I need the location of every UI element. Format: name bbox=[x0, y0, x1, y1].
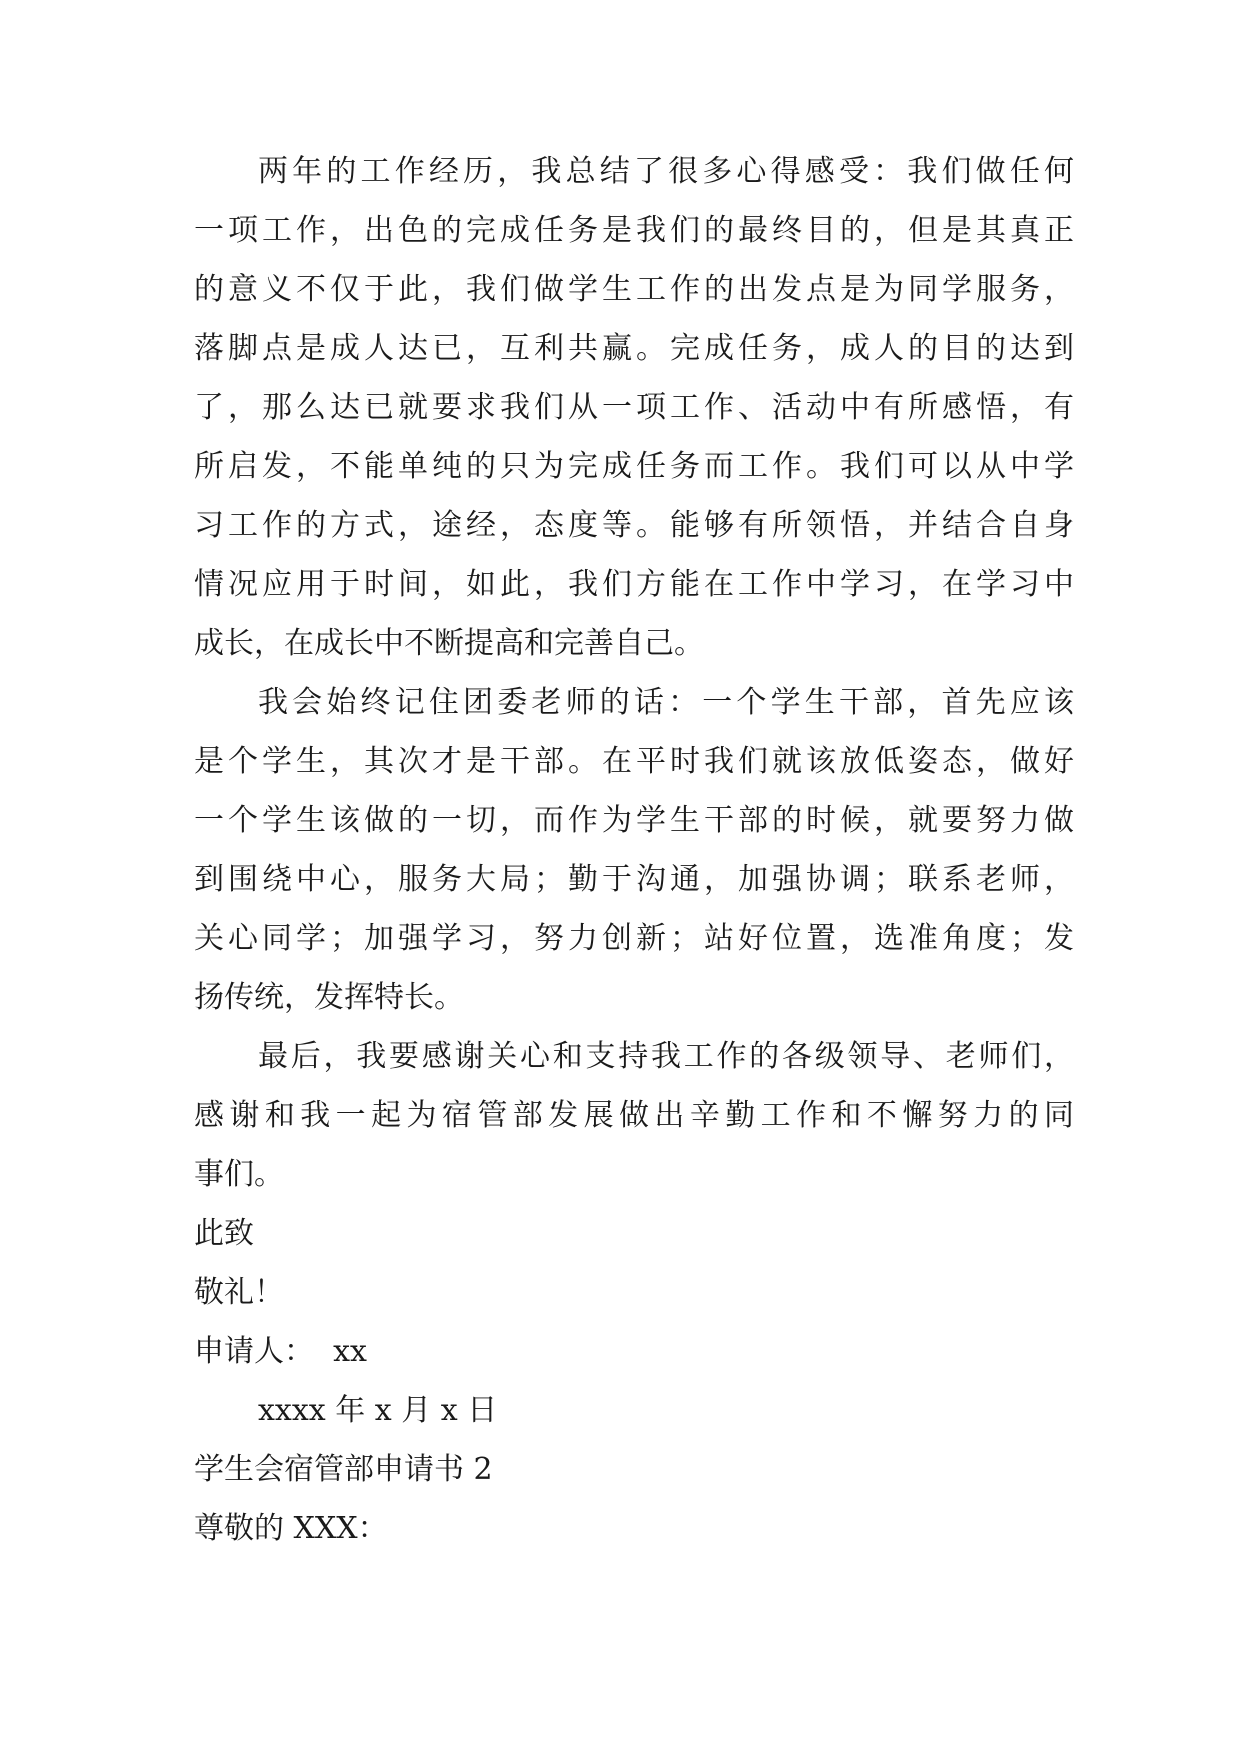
paragraph-1-line-1: 两年的工作经历，我总结了很多心得感受：我们做任何 bbox=[258, 154, 1074, 189]
paragraph-1-line-2: 一项工作，出色的完成任务是我们的最终目的，但是其真正 bbox=[194, 213, 1074, 248]
paragraph-1-line-4: 落脚点是成人达已，互利共赢。完成任务，成人的目的达到 bbox=[194, 331, 1074, 366]
paragraph-2-line-6: 扬传统，发挥特长。 bbox=[194, 980, 464, 1015]
next-document-title: 学生会宿管部申请书 2 bbox=[194, 1452, 493, 1487]
paragraph-1-line-3: 的意义不仅于此，我们做学生工作的出发点是为同学服务， bbox=[194, 272, 1074, 307]
paragraph-3-line-2: 感谢和我一起为宿管部发展做出辛勤工作和不懈努力的同 bbox=[194, 1098, 1074, 1133]
paragraph-1-line-5: 了，那么达已就要求我们从一项工作、活动中有所感悟，有 bbox=[194, 390, 1074, 425]
paragraph-1-line-9: 成长，在成长中不断提高和完善自己。 bbox=[194, 626, 704, 661]
paragraph-1-line-6: 所启发，不能单纯的只为完成任务而工作。我们可以从中学 bbox=[194, 449, 1074, 484]
applicant-line: 申请人： xx bbox=[194, 1334, 367, 1369]
paragraph-2-line-4: 到围绕中心，服务大局；勤于沟通，加强协调；联系老师， bbox=[194, 862, 1074, 897]
next-document-greeting: 尊敬的 XXX： bbox=[194, 1511, 388, 1546]
paragraph-2-line-2: 是个学生，其次才是干部。在平时我们就该放低姿态，做好 bbox=[194, 744, 1074, 779]
paragraph-2-line-3: 一个学生该做的一切，而作为学生干部的时候，就要努力做 bbox=[194, 803, 1074, 838]
paragraph-2-line-1: 我会始终记住团委老师的话：一个学生干部，首先应该 bbox=[258, 685, 1074, 720]
paragraph-1-line-8: 情况应用于时间，如此，我们方能在工作中学习，在学习中 bbox=[194, 567, 1074, 602]
date-line: xxxx 年 x 月 x 日 bbox=[258, 1393, 498, 1428]
paragraph-2-line-5: 关心同学；加强学习，努力创新；站好位置，选准角度；发 bbox=[194, 921, 1074, 956]
closing-salutation-1: 此致 bbox=[194, 1216, 254, 1251]
paragraph-3-line-1: 最后，我要感谢关心和支持我工作的各级领导、老师们， bbox=[258, 1039, 1074, 1074]
paragraph-3-line-3: 事们。 bbox=[194, 1157, 284, 1192]
paragraph-1-line-7: 习工作的方式，途经，态度等。能够有所领悟，并结合自身 bbox=[194, 508, 1074, 543]
closing-salutation-2: 敬礼！ bbox=[194, 1275, 284, 1310]
